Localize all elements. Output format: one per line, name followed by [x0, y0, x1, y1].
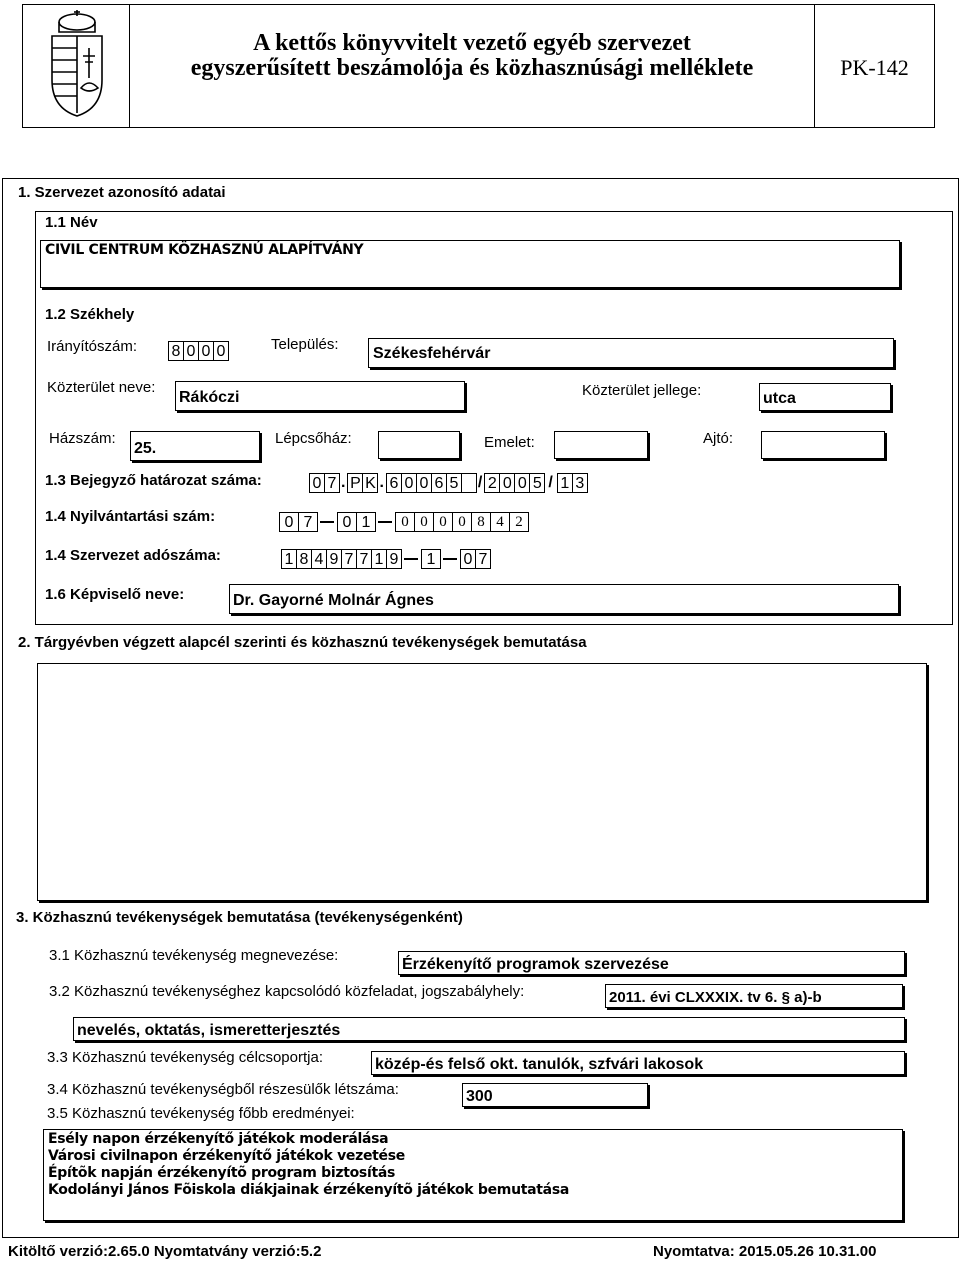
- floor-field[interactable]: [554, 431, 648, 459]
- record-digit: 0: [452, 512, 472, 532]
- section1-title: 1. Szervezet azonosító adatai: [18, 184, 226, 201]
- street-type-label: Közterület jellege:: [582, 382, 702, 399]
- results-label: 3.5 Közhasznú tevékenység főbb eredményei:: [47, 1105, 355, 1122]
- city-label: Település:: [271, 336, 339, 353]
- reg-digit: 0: [416, 473, 432, 493]
- record-digit: 1: [356, 512, 376, 532]
- street-label: Közterület neve:: [47, 379, 156, 396]
- tax-digit: 1: [421, 549, 441, 569]
- reg-digit: P: [347, 473, 363, 493]
- record-digit: 0: [414, 512, 434, 532]
- results-list: [48, 1131, 569, 1199]
- tax-digit: 7: [341, 549, 357, 569]
- task-value: nevelés, oktatás, ismeretterjesztés: [77, 1022, 341, 1039]
- result-item: Kodolányi János Fõiskola diákjainak érzékenyítõ játékok bemutatása: [48, 1182, 570, 1198]
- reg-digit: 6: [386, 473, 402, 493]
- door-field[interactable]: [761, 431, 885, 459]
- target-value: közép-és felső okt. tanulók, szfvári lakosok: [375, 1056, 704, 1073]
- tax-digit: 0: [460, 549, 476, 569]
- section2-title: 2. Tárgyévben végzett alapcél szerinti és közhasznú tevékenységek bemutatása: [18, 634, 587, 651]
- footer-printed: Nyomtatva: 2015.05.26 10.31.00: [653, 1243, 877, 1260]
- dash-separator: [320, 521, 334, 523]
- record-digit: 4: [490, 512, 510, 532]
- reg-digit: 3: [572, 473, 588, 493]
- reg-digit: 5: [529, 473, 545, 493]
- footer-version: Kitöltő verzió:2.65.0 Nyomtatvány verzió:5.2: [8, 1243, 322, 1260]
- reg-digit: [461, 473, 477, 493]
- task-law-value: 2011. évi CLXXXIX. tv 6. § a)-b: [609, 989, 822, 1006]
- task-label: 3.2 Közhasznú tevékenységhez kapcsolódó közfeladat, jogszabályhely:: [49, 983, 525, 1000]
- record-digit: 2: [509, 512, 529, 532]
- stair-label: Lépcsőház:: [275, 430, 352, 447]
- dash-separator: [378, 521, 392, 523]
- reg-separator: /: [548, 474, 553, 491]
- activity-value: Érzékenyítő programok szervezése: [402, 956, 669, 973]
- zip-digit: 0: [213, 341, 229, 361]
- rep-value: Dr. Gayorné Molnár Ágnes: [233, 592, 434, 609]
- reg-digit: 0: [401, 473, 417, 493]
- rep-label: 1.6 Képviselő neve:: [45, 586, 185, 603]
- name-value: CIVIL CENTRUM KÖZHASZNÚ ALAPÍTVÁNY: [45, 242, 364, 258]
- reg-separator: .: [379, 474, 384, 491]
- house-value: 25.: [134, 440, 157, 457]
- record-digit: 0: [337, 512, 357, 532]
- reg-digit: 5: [446, 473, 462, 493]
- tax-digit: 1: [371, 549, 387, 569]
- reg-digit: 2: [484, 473, 500, 493]
- record-digit: 0: [279, 512, 299, 532]
- floor-label: Emelet:: [484, 434, 535, 451]
- dash-separator: [443, 558, 457, 560]
- reg-digit: K: [362, 473, 378, 493]
- page-title-line2: egyszerűsített beszámolója és közhasznúsági melléklete: [190, 55, 754, 81]
- zip-digit: 0: [198, 341, 214, 361]
- tax-no-label: 1.4 Szervezet adószáma:: [45, 547, 221, 564]
- reg-digit: 0: [499, 473, 515, 493]
- record-digit: 0: [395, 512, 415, 532]
- tax-digit: 9: [386, 549, 402, 569]
- seat-label: 1.2 Székhely: [45, 306, 135, 323]
- reg-digit: 0: [514, 473, 530, 493]
- reg-digit: 7: [324, 473, 340, 493]
- city-value: Székesfehérvár: [373, 345, 491, 362]
- reg-decision-label: 1.3 Bejegyző határozat száma:: [45, 472, 262, 489]
- tax-digit: 8: [296, 549, 312, 569]
- zip-label: Irányítószám:: [47, 338, 138, 355]
- reg-digit: 6: [431, 473, 447, 493]
- hungarian-coat-of-arms-icon: [44, 8, 110, 120]
- tax-digit: 1: [281, 549, 297, 569]
- record-digit: 7: [298, 512, 318, 532]
- target-label: 3.3 Közhasznú tevékenység célcsoportja:: [47, 1049, 323, 1066]
- reg-decision-digits[interactable]: [309, 472, 587, 494]
- tax-no-digits[interactable]: [281, 548, 490, 570]
- street-value: Rákóczi: [179, 389, 240, 406]
- zip-digits[interactable]: [168, 340, 228, 362]
- record-no-digits[interactable]: [279, 511, 528, 533]
- reg-separator: .: [341, 474, 346, 491]
- reg-digit: 0: [309, 473, 325, 493]
- page-title-line1: A kettős könyvvitelt vezető egyéb szervezet: [253, 30, 691, 56]
- reg-digit: 1: [557, 473, 573, 493]
- result-item: Városi civilnapon érzékenyítő játékok vezetése: [48, 1148, 405, 1164]
- tax-digit: 7: [475, 549, 491, 569]
- count-value: 300: [466, 1088, 493, 1105]
- house-label: Házszám:: [49, 430, 116, 447]
- section3-title: 3. Közhasznú tevékenységek bemutatása (tevékenységenként): [16, 909, 463, 926]
- form-code: PK-142: [840, 55, 909, 80]
- tax-digit: 4: [311, 549, 327, 569]
- name-label: 1.1 Név: [45, 214, 98, 231]
- stair-field[interactable]: [378, 431, 460, 459]
- activity-label: 3.1 Közhasznú tevékenység megnevezése:: [49, 947, 339, 964]
- tax-digit: 7: [356, 549, 372, 569]
- result-item: Esély napon érzékenyítő játékok moderálása: [48, 1131, 389, 1147]
- record-no-label: 1.4 Nyilvántartási szám:: [45, 508, 216, 525]
- count-label: 3.4 Közhasznú tevékenységből részesülők létszáma:: [47, 1081, 399, 1098]
- zip-digit: 8: [168, 341, 184, 361]
- street-type-value: utca: [763, 390, 796, 407]
- section2-textarea[interactable]: [37, 663, 927, 901]
- zip-digit: 0: [183, 341, 199, 361]
- tax-digit: 9: [326, 549, 342, 569]
- dash-separator: [404, 558, 418, 560]
- reg-separator: /: [477, 474, 483, 491]
- door-label: Ajtó:: [703, 430, 734, 447]
- record-digit: 8: [471, 512, 491, 532]
- result-item: Építõk napján érzékenyítõ program biztosítás: [48, 1165, 396, 1181]
- record-digit: 0: [433, 512, 453, 532]
